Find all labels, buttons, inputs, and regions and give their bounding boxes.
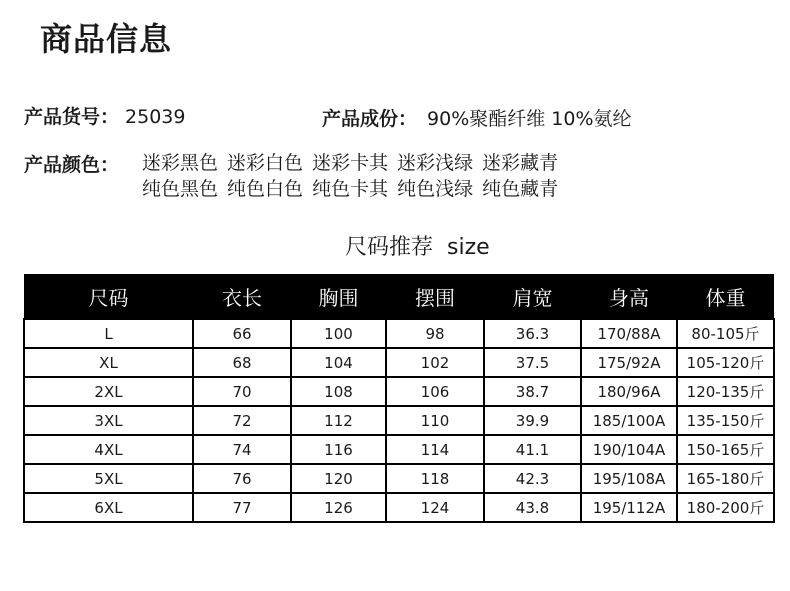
cell-shoulder: 39.9 — [484, 406, 581, 435]
cell-length: 68 — [193, 348, 291, 377]
header-size: 尺码 — [24, 274, 193, 319]
page-title: 商品信息 — [40, 20, 173, 58]
cell-height: 170/88A — [581, 319, 677, 348]
composition-value: 90%聚酯纤维 10%氨纶 — [427, 108, 632, 130]
header-shoulder: 肩宽 — [484, 274, 581, 319]
cell-shoulder: 42.3 — [484, 464, 581, 493]
table-row — [24, 348, 774, 377]
cell-size: L — [24, 319, 193, 348]
composition-label: 产品成份： — [322, 108, 418, 130]
cell-hem: 106 — [386, 377, 484, 406]
colors-line-solid: 纯色黑色 纯色白色 纯色卡其 纯色浅绿 纯色藏青 — [142, 178, 559, 200]
cell-weight: 105-120斤 — [677, 348, 774, 377]
header-height: 身高 — [581, 274, 677, 319]
cell-length: 77 — [193, 493, 291, 522]
cell-length: 76 — [193, 464, 291, 493]
cell-weight: 150-165斤 — [677, 435, 774, 464]
header-hem: 摆围 — [386, 274, 484, 319]
table-row — [24, 319, 774, 348]
colors-label: 产品颜色： — [24, 154, 120, 176]
composition-row — [322, 104, 632, 131]
header-length: 衣长 — [193, 274, 291, 319]
cell-hem: 98 — [386, 319, 484, 348]
cell-length: 74 — [193, 435, 291, 464]
colors-row — [24, 150, 119, 177]
cell-size: 5XL — [24, 464, 193, 493]
cell-length: 70 — [193, 377, 291, 406]
cell-shoulder: 41.1 — [484, 435, 581, 464]
cell-weight: 165-180斤 — [677, 464, 774, 493]
size-table-header — [24, 274, 774, 319]
cell-length: 72 — [193, 406, 291, 435]
colors-line-camo: 迷彩黑色 迷彩白色 迷彩卡其 迷彩浅绿 迷彩藏青 — [142, 152, 559, 174]
cell-hem: 102 — [386, 348, 484, 377]
cell-height: 185/100A — [581, 406, 677, 435]
cell-size: 2XL — [24, 377, 193, 406]
header-weight: 体重 — [677, 274, 774, 319]
table-row — [24, 493, 774, 522]
cell-shoulder: 43.8 — [484, 493, 581, 522]
cell-chest: 112 — [291, 406, 386, 435]
cell-length: 66 — [193, 319, 291, 348]
cell-shoulder: 37.5 — [484, 348, 581, 377]
cell-size: 6XL — [24, 493, 193, 522]
product-code-label: 产品货号： — [24, 106, 120, 128]
cell-chest: 120 — [291, 464, 386, 493]
size-table — [23, 274, 775, 523]
cell-chest: 108 — [291, 377, 386, 406]
product-code-row — [24, 102, 185, 129]
table-row — [24, 464, 774, 493]
cell-shoulder: 36.3 — [484, 319, 581, 348]
cell-shoulder: 38.7 — [484, 377, 581, 406]
cell-weight: 135-150斤 — [677, 406, 774, 435]
cell-size: 3XL — [24, 406, 193, 435]
cell-weight: 80-105斤 — [677, 319, 774, 348]
cell-size: XL — [24, 348, 193, 377]
cell-height: 195/112A — [581, 493, 677, 522]
table-row — [24, 377, 774, 406]
cell-hem: 114 — [386, 435, 484, 464]
size-section-title — [345, 230, 490, 261]
colors-list — [142, 150, 558, 202]
cell-height: 175/92A — [581, 348, 677, 377]
table-row — [24, 435, 774, 464]
cell-chest: 126 — [291, 493, 386, 522]
cell-height: 195/108A — [581, 464, 677, 493]
cell-hem: 118 — [386, 464, 484, 493]
table-row — [24, 406, 774, 435]
cell-chest: 100 — [291, 319, 386, 348]
cell-height: 180/96A — [581, 377, 677, 406]
cell-hem: 110 — [386, 406, 484, 435]
cell-chest: 116 — [291, 435, 386, 464]
cell-weight: 120-135斤 — [677, 377, 774, 406]
cell-size: 4XL — [24, 435, 193, 464]
size-title-cn: 尺码推荐 — [345, 235, 434, 260]
cell-chest: 104 — [291, 348, 386, 377]
cell-hem: 124 — [386, 493, 484, 522]
cell-height: 190/104A — [581, 435, 677, 464]
product-code-value: 25039 — [125, 106, 186, 128]
size-title-en: size — [447, 235, 490, 260]
cell-weight: 180-200斤 — [677, 493, 774, 522]
header-chest: 胸围 — [291, 274, 386, 319]
